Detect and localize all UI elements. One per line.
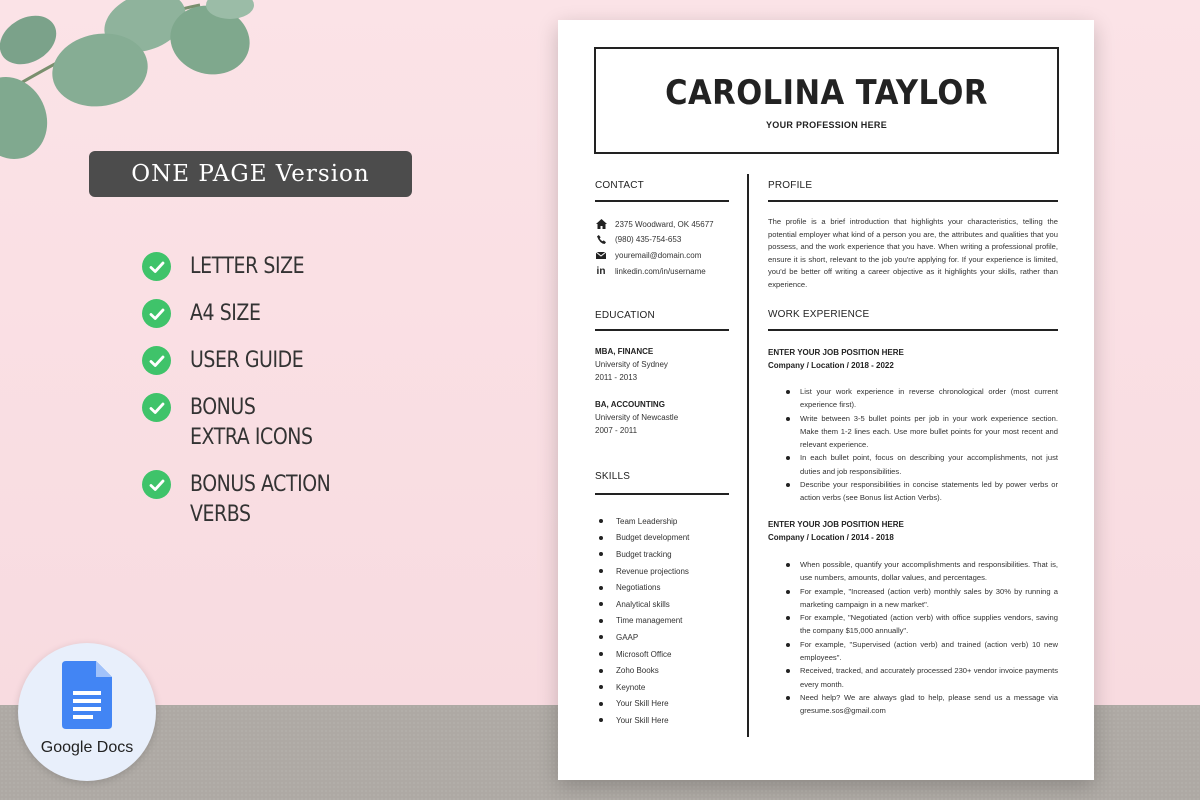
checkmark-icon bbox=[142, 252, 171, 281]
linkedin-icon: in bbox=[596, 266, 606, 277]
education-years: 2011 - 2013 bbox=[595, 373, 638, 382]
skill-label: Budget development bbox=[616, 533, 690, 543]
bullet-icon bbox=[599, 652, 603, 656]
bullet-icon bbox=[599, 635, 603, 639]
feature-item bbox=[142, 393, 442, 453]
name-header-box bbox=[594, 47, 1059, 154]
job-company: Company / Location / 2014 - 2018 bbox=[768, 533, 894, 542]
feature-item bbox=[142, 299, 442, 329]
skill-item bbox=[599, 662, 739, 679]
profile-text: The profile is a brief introduction that highlights your characteristics, telling the potential employer what kind of a person you are, the attributes and qualities that you possess, and the work experience that you have. When writing a professional profile, ensure it is short, relevant to the job you're applying for. If your experience is limited, you'd be better off writing a career objective as it highlights your skills, rather than experience. bbox=[768, 217, 1058, 289]
job-bullet: Received, tracked, and accurately processed 230+ vendor invoice payments every month. bbox=[786, 664, 1058, 691]
job-bullet: Write between 3-5 bullet points per job in your work experience section. Make them 1-2 lines each. Use more bullet points for your most recent and relevant experience. bbox=[786, 412, 1058, 452]
skill-label: Analytical skills bbox=[616, 599, 670, 609]
feature-label: LETTER SIZE bbox=[190, 254, 305, 279]
bullet-icon bbox=[599, 718, 603, 722]
feature-label: BONUS ACTION VERBS bbox=[190, 472, 331, 527]
contact-rule bbox=[595, 200, 729, 202]
bullet-icon bbox=[599, 685, 603, 689]
job-bullet: For example, "Supervised (action verb) and trained (action verb) 10 new employees". bbox=[786, 638, 1058, 665]
contact-linkedin-text: linkedin.com/in/username bbox=[615, 267, 706, 276]
bullet-icon bbox=[599, 519, 603, 523]
checkmark-icon bbox=[142, 299, 171, 328]
job-header bbox=[768, 518, 904, 544]
skill-label: Time management bbox=[616, 616, 683, 626]
job-bullet: When possible, quantify your accomplishments and responsibilities. That is, use numbers, amounts, dollar values, and percentages. bbox=[786, 558, 1058, 585]
feature-label: USER GUIDE bbox=[190, 348, 304, 373]
checkmark-icon bbox=[142, 393, 171, 422]
bullet-icon bbox=[599, 619, 603, 623]
contact-email bbox=[595, 251, 701, 260]
skill-label: Negotiations bbox=[616, 583, 661, 593]
skill-item bbox=[599, 613, 739, 630]
skill-item bbox=[599, 530, 739, 547]
feature-item bbox=[142, 252, 442, 282]
mail-icon bbox=[595, 252, 607, 259]
one-page-version-badge: ONE PAGE Version bbox=[89, 151, 412, 197]
home-icon bbox=[595, 219, 607, 229]
job-header bbox=[768, 346, 904, 372]
skill-label: Zoho Books bbox=[616, 666, 659, 676]
skill-item bbox=[599, 579, 739, 596]
feature-item bbox=[142, 346, 442, 376]
work-experience-title: WORK EXPERIENCE bbox=[768, 309, 870, 320]
phone-icon bbox=[595, 235, 607, 244]
education-degree: BA, ACCOUNTING bbox=[595, 400, 665, 409]
bullet-icon bbox=[599, 552, 603, 556]
skill-item bbox=[599, 646, 739, 663]
job-bullet: For example, "Increased (action verb) monthly sales by 30% by running a marketing campaign in a new market". bbox=[786, 585, 1058, 612]
job-bullets bbox=[786, 385, 1058, 505]
education-rule bbox=[595, 329, 729, 331]
feature-item bbox=[142, 470, 442, 530]
skill-item bbox=[599, 546, 739, 563]
job-bullet: List your work experience in reverse chronological order (most current experience first). bbox=[786, 385, 1058, 412]
skill-item bbox=[599, 679, 739, 696]
bullet-icon bbox=[599, 536, 603, 540]
job-bullet: For example, "Negotiated (action verb) with office supplies vendors, saving the company $15,000 annually". bbox=[786, 611, 1058, 638]
resume-page bbox=[558, 20, 1094, 780]
google-docs-icon bbox=[62, 661, 112, 729]
profile-title: PROFILE bbox=[768, 180, 813, 191]
contact-phone-text: (980) 435-754-653 bbox=[615, 235, 682, 244]
skill-item bbox=[599, 563, 739, 580]
education-item bbox=[595, 345, 668, 384]
bullet-icon bbox=[599, 602, 603, 606]
skills-list bbox=[599, 513, 739, 729]
resume-profession: YOUR PROFESSION HERE bbox=[765, 120, 888, 130]
education-years: 2007 - 2011 bbox=[595, 426, 638, 435]
bullet-icon bbox=[599, 586, 603, 590]
skill-item bbox=[599, 629, 739, 646]
contact-phone bbox=[595, 235, 681, 244]
skill-label: GAAP bbox=[616, 632, 639, 642]
feature-label: A4 SIZE bbox=[190, 301, 261, 326]
skill-label: Budget tracking bbox=[616, 549, 672, 559]
skill-label: Keynote bbox=[616, 682, 646, 692]
checkmark-icon bbox=[142, 470, 171, 499]
skill-label: Your Skill Here bbox=[616, 699, 669, 709]
skill-item bbox=[599, 596, 739, 613]
column-divider bbox=[747, 174, 749, 737]
profile-rule bbox=[768, 200, 1058, 202]
skill-label: Revenue projections bbox=[616, 566, 689, 576]
contact-address bbox=[595, 219, 714, 229]
education-item bbox=[595, 398, 678, 437]
skill-label: Your Skill Here bbox=[616, 715, 669, 725]
job-bullet: Need help? We are always glad to help, please send us a message via gresume.sos@gmail.com bbox=[786, 691, 1058, 718]
contact-linkedin bbox=[595, 266, 706, 277]
skills-title: SKILLS bbox=[595, 471, 631, 482]
bullet-icon bbox=[599, 569, 603, 573]
work-experience-rule bbox=[768, 329, 1058, 331]
bullet-icon bbox=[599, 669, 603, 673]
education-degree: MBA, FINANCE bbox=[595, 347, 654, 356]
feature-label: BONUS EXTRA ICONS bbox=[190, 395, 313, 450]
job-position: ENTER YOUR JOB POSITION HERE bbox=[768, 520, 904, 529]
contact-address-text: 2375 Woodward, OK 45677 bbox=[615, 219, 714, 229]
features-list bbox=[142, 252, 442, 547]
skill-label: Microsoft Office bbox=[616, 649, 672, 659]
contact-title: CONTACT bbox=[595, 180, 644, 191]
education-school: University of Newcastle bbox=[595, 413, 679, 422]
resume-name: CAROLINA TAYLOR bbox=[665, 73, 988, 113]
skill-item bbox=[599, 513, 739, 530]
contact-email-text: youremail@domain.com bbox=[615, 251, 702, 260]
checkmark-icon bbox=[142, 346, 171, 375]
google-docs-badge bbox=[18, 643, 156, 781]
google-docs-label: Google Docs bbox=[40, 739, 134, 756]
education-school: University of Sydney bbox=[595, 360, 668, 369]
job-position: ENTER YOUR JOB POSITION HERE bbox=[768, 348, 904, 357]
job-bullets bbox=[786, 558, 1058, 718]
job-company: Company / Location / 2018 - 2022 bbox=[768, 361, 894, 370]
job-bullet: In each bullet point, focus on describing your accomplishments, not just duties and job responsibilities. bbox=[786, 451, 1058, 478]
skills-rule bbox=[595, 493, 729, 495]
job-bullet: Describe your responsibilities in concise statements led by power verbs or action verbs (see Bonus list Action Verbs). bbox=[786, 478, 1058, 505]
bullet-icon bbox=[599, 702, 603, 706]
skill-item bbox=[599, 712, 739, 729]
education-title: EDUCATION bbox=[595, 310, 655, 321]
skill-label: Team Leadership bbox=[616, 516, 678, 526]
skill-item bbox=[599, 696, 739, 713]
